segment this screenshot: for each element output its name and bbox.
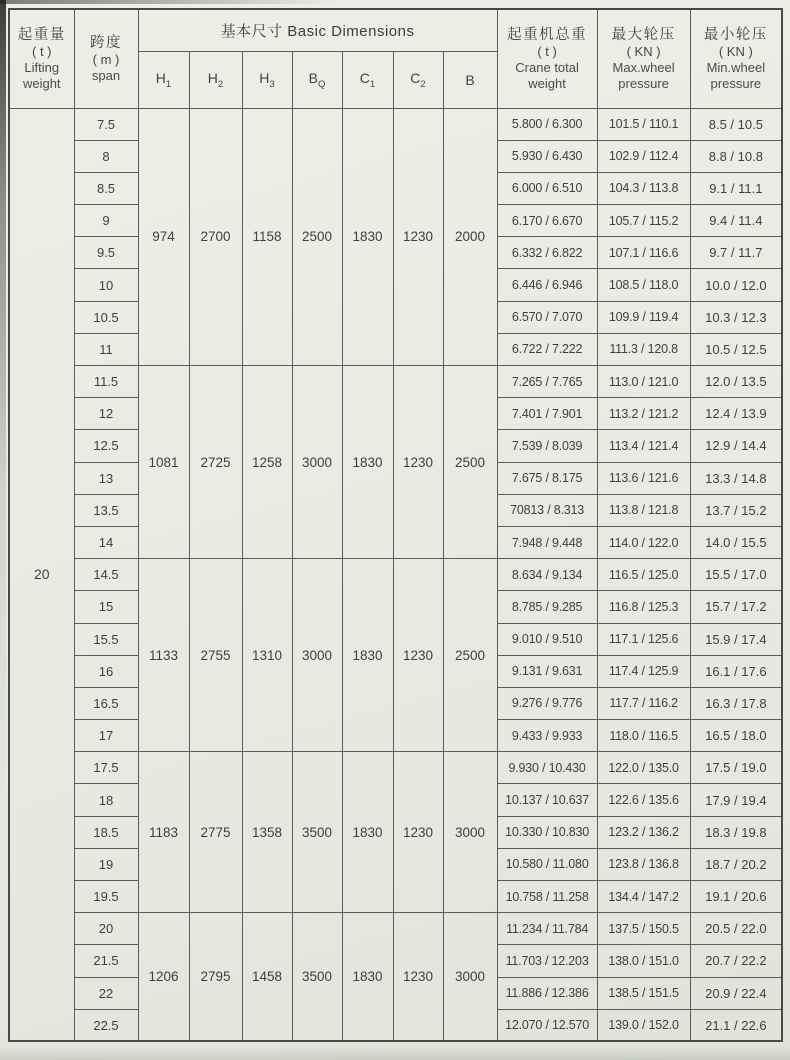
crane-weight-cell: 7.948 / 9.448 [497, 526, 597, 558]
dim-value-cell: 3000 [292, 366, 342, 559]
crane-weight-cell: 6.570 / 7.070 [497, 301, 597, 333]
crane-weight-cell: 11.703 / 12.203 [497, 945, 597, 977]
dim-value-cell: 1230 [393, 559, 443, 752]
span-cell: 13.5 [74, 494, 138, 526]
header-min-wheel-unit: ( KN ) [718, 43, 753, 59]
header-crane-total-en2: weight [528, 75, 566, 91]
dim-value-cell: 1830 [342, 366, 393, 559]
crane-weight-cell: 7.265 / 7.765 [497, 366, 597, 398]
dim-value-cell: 1830 [342, 913, 393, 1042]
dim-value-cell: 1830 [342, 752, 393, 913]
header-span [74, 9, 138, 108]
scan-shadow-top [0, 0, 340, 4]
dim-value-cell: 1230 [393, 752, 443, 913]
header-span-unit: ( m ) [92, 51, 120, 67]
crane-weight-cell: 7.401 / 7.901 [497, 398, 597, 430]
crane-weight-cell: 6.446 / 6.946 [497, 269, 597, 301]
min-wheel-cell: 20.7 / 22.2 [690, 945, 782, 977]
dim-value-cell: 2700 [189, 108, 242, 366]
dim-value-cell: 2500 [292, 108, 342, 366]
dim-value-cell: 2775 [189, 752, 242, 913]
span-cell: 21.5 [74, 945, 138, 977]
min-wheel-cell: 10.0 / 12.0 [690, 269, 782, 301]
min-wheel-cell: 9.4 / 11.4 [690, 205, 782, 237]
max-wheel-cell: 134.4 / 147.2 [597, 881, 690, 913]
min-wheel-cell: 14.0 / 15.5 [690, 526, 782, 558]
min-wheel-cell: 8.8 / 10.8 [690, 140, 782, 172]
dim-value-cell: 1158 [242, 108, 292, 366]
max-wheel-cell: 111.3 / 120.8 [597, 333, 690, 365]
dim-value-cell: 3000 [443, 752, 497, 913]
min-wheel-cell: 18.3 / 19.8 [690, 816, 782, 848]
max-wheel-cell: 138.0 / 151.0 [597, 945, 690, 977]
max-wheel-cell: 117.1 / 125.6 [597, 623, 690, 655]
min-wheel-cell: 9.1 / 11.1 [690, 172, 782, 204]
max-wheel-cell: 138.5 / 151.5 [597, 977, 690, 1009]
crane-weight-cell: 6.722 / 7.222 [497, 333, 597, 365]
dim-value-cell: 3500 [292, 752, 342, 913]
span-cell: 17.5 [74, 752, 138, 784]
max-wheel-cell: 123.8 / 136.8 [597, 848, 690, 880]
min-wheel-cell: 12.4 / 13.9 [690, 398, 782, 430]
min-wheel-cell: 12.9 / 14.4 [690, 430, 782, 462]
max-wheel-cell: 113.4 / 121.4 [597, 430, 690, 462]
crane-weight-cell: 6.000 / 6.510 [497, 172, 597, 204]
table-row [9, 108, 782, 140]
scan-shadow-bottom [0, 1046, 790, 1060]
dim-value-cell: 974 [138, 108, 189, 366]
span-cell: 20 [74, 913, 138, 945]
crane-weight-cell: 6.332 / 6.822 [497, 237, 597, 269]
span-cell: 12.5 [74, 430, 138, 462]
min-wheel-cell: 8.5 / 10.5 [690, 108, 782, 140]
dim-value-cell: 2500 [443, 366, 497, 559]
span-cell: 18.5 [74, 816, 138, 848]
header-max-wheel-unit: ( KN ) [626, 43, 661, 59]
span-cell: 10 [74, 269, 138, 301]
min-wheel-cell: 10.5 / 12.5 [690, 333, 782, 365]
span-cell: 11 [74, 333, 138, 365]
min-wheel-cell: 16.1 / 17.6 [690, 655, 782, 687]
dim-value-cell: 2755 [189, 559, 242, 752]
min-wheel-cell: 20.9 / 22.4 [690, 977, 782, 1009]
crane-weight-cell: 10.758 / 11.258 [497, 881, 597, 913]
span-cell: 7.5 [74, 108, 138, 140]
header-max-wheel-zh: 最大轮压 [611, 26, 676, 43]
min-wheel-cell: 12.0 / 13.5 [690, 366, 782, 398]
dim-value-cell: 1230 [393, 913, 443, 1042]
header-lifting-weight-en1: Lifting [24, 59, 60, 75]
span-cell: 10.5 [74, 301, 138, 333]
header-dim-H1: $H_1$ [138, 51, 189, 108]
span-cell: 8 [74, 140, 138, 172]
max-wheel-cell: 113.0 / 121.0 [597, 366, 690, 398]
crane-weight-cell: 7.675 / 8.175 [497, 462, 597, 494]
crane-weight-cell: 11.886 / 12.386 [497, 977, 597, 1009]
max-wheel-cell: 122.0 / 135.0 [597, 752, 690, 784]
header-min-wheel-en1: Min.wheel [706, 59, 766, 75]
scan-shadow-left [0, 0, 6, 820]
span-cell: 8.5 [74, 172, 138, 204]
crane-weight-cell: 10.580 / 11.080 [497, 848, 597, 880]
crane-weight-cell: 9.010 / 9.510 [497, 623, 597, 655]
max-wheel-cell: 114.0 / 122.0 [597, 526, 690, 558]
crane-weight-cell: 9.930 / 10.430 [497, 752, 597, 784]
header-crane-total-zh: 起重机总重 [507, 26, 588, 43]
header-lifting-weight [9, 9, 74, 108]
header-dim-H2: $H_2$ [189, 51, 242, 108]
header-dim-C1: $C_1$ [342, 51, 393, 108]
span-cell: 14 [74, 526, 138, 558]
crane-weight-cell: 5.930 / 6.430 [497, 140, 597, 172]
table-row [9, 366, 782, 398]
dim-value-cell: 3000 [292, 559, 342, 752]
min-wheel-cell: 18.7 / 20.2 [690, 848, 782, 880]
min-wheel-cell: 9.7 / 11.7 [690, 237, 782, 269]
table-row [9, 752, 782, 784]
span-cell: 17 [74, 720, 138, 752]
dim-value-cell: 1358 [242, 752, 292, 913]
header-max-wheel-pressure [597, 9, 690, 108]
dim-value-cell: 1081 [138, 366, 189, 559]
header-dim-H3: $H_3$ [242, 51, 292, 108]
dim-value-cell: 2500 [443, 559, 497, 752]
dim-value-cell: 3500 [292, 913, 342, 1042]
max-wheel-cell: 107.1 / 116.6 [597, 237, 690, 269]
max-wheel-cell: 113.6 / 121.6 [597, 462, 690, 494]
header-dim-BQ: $B_Q$ [292, 51, 342, 108]
crane-weight-cell: 6.170 / 6.670 [497, 205, 597, 237]
table-row [9, 559, 782, 591]
crane-weight-cell: 9.276 / 9.776 [497, 687, 597, 719]
dim-value-cell: 1258 [242, 366, 292, 559]
header-span-zh: 跨度 [90, 34, 122, 51]
span-cell: 9.5 [74, 237, 138, 269]
header-max-wheel-en1: Max.wheel [612, 59, 675, 75]
crane-weight-cell: 10.330 / 10.830 [497, 816, 597, 848]
max-wheel-cell: 137.5 / 150.5 [597, 913, 690, 945]
dim-value-cell: 3000 [443, 913, 497, 1042]
header-crane-total-unit: ( t ) [537, 43, 557, 59]
max-wheel-cell: 123.2 / 136.2 [597, 816, 690, 848]
header-max-wheel-en2: pressure [618, 75, 669, 91]
dim-value-cell: 1230 [393, 366, 443, 559]
min-wheel-cell: 16.3 / 17.8 [690, 687, 782, 719]
span-cell: 12 [74, 398, 138, 430]
dim-value-cell: 2795 [189, 913, 242, 1042]
max-wheel-cell: 105.7 / 115.2 [597, 205, 690, 237]
min-wheel-cell: 13.7 / 15.2 [690, 494, 782, 526]
crane-weight-cell: 8.634 / 9.134 [497, 559, 597, 591]
max-wheel-cell: 116.5 / 125.0 [597, 559, 690, 591]
min-wheel-cell: 21.1 / 22.6 [690, 1009, 782, 1041]
crane-weight-cell: 8.785 / 9.285 [497, 591, 597, 623]
dim-value-cell: 1830 [342, 559, 393, 752]
max-wheel-cell: 109.9 / 119.4 [597, 301, 690, 333]
crane-weight-cell: 9.131 / 9.631 [497, 655, 597, 687]
span-cell: 13 [74, 462, 138, 494]
dim-value-cell: 1183 [138, 752, 189, 913]
crane-spec-table [8, 8, 783, 1042]
header-lifting-weight-zh: 起重量 [17, 26, 66, 43]
header-crane-total-en1: Crane total [515, 59, 579, 75]
crane-weight-cell: 9.433 / 9.933 [497, 720, 597, 752]
header-span-en: span [91, 67, 121, 83]
span-cell: 19 [74, 848, 138, 880]
dim-value-cell: 1830 [342, 108, 393, 366]
max-wheel-cell: 104.3 / 113.8 [597, 172, 690, 204]
header-min-wheel-zh: 最小轮压 [703, 26, 768, 43]
span-cell: 22 [74, 977, 138, 1009]
max-wheel-cell: 113.8 / 121.8 [597, 494, 690, 526]
min-wheel-cell: 10.3 / 12.3 [690, 301, 782, 333]
max-wheel-cell: 118.0 / 116.5 [597, 720, 690, 752]
min-wheel-cell: 19.1 / 20.6 [690, 881, 782, 913]
span-cell: 16 [74, 655, 138, 687]
dim-value-cell: 1230 [393, 108, 443, 366]
min-wheel-cell: 17.9 / 19.4 [690, 784, 782, 816]
dim-value-cell: 1133 [138, 559, 189, 752]
dim-value-cell: 1458 [242, 913, 292, 1042]
crane-weight-cell: 7.539 / 8.039 [497, 430, 597, 462]
header-crane-total-weight [497, 9, 597, 108]
min-wheel-cell: 20.5 / 22.0 [690, 913, 782, 945]
max-wheel-cell: 122.6 / 135.6 [597, 784, 690, 816]
max-wheel-cell: 108.5 / 118.0 [597, 269, 690, 301]
header-dim-C2: $C_2$ [393, 51, 443, 108]
header-lifting-weight-en2: weight [22, 75, 61, 91]
header-min-wheel-pressure [690, 9, 782, 108]
crane-weight-cell: 12.070 / 12.570 [497, 1009, 597, 1041]
header-dim-B: B [443, 51, 497, 108]
crane-weight-cell: 11.234 / 11.784 [497, 913, 597, 945]
max-wheel-cell: 139.0 / 152.0 [597, 1009, 690, 1041]
dim-value-cell: 2725 [189, 366, 242, 559]
min-wheel-cell: 15.5 / 17.0 [690, 559, 782, 591]
crane-weight-cell: 70813 / 8.313 [497, 494, 597, 526]
max-wheel-cell: 101.5 / 110.1 [597, 108, 690, 140]
span-cell: 22.5 [74, 1009, 138, 1041]
min-wheel-cell: 15.9 / 17.4 [690, 623, 782, 655]
crane-weight-cell: 5.800 / 6.300 [497, 108, 597, 140]
lifting-weight-value: 20 [9, 108, 74, 1041]
span-cell: 11.5 [74, 366, 138, 398]
span-cell: 15 [74, 591, 138, 623]
min-wheel-cell: 15.7 / 17.2 [690, 591, 782, 623]
min-wheel-cell: 17.5 / 19.0 [690, 752, 782, 784]
dim-value-cell: 1310 [242, 559, 292, 752]
header-lifting-weight-unit: ( t ) [32, 43, 52, 59]
span-cell: 19.5 [74, 881, 138, 913]
dim-value-cell: 1206 [138, 913, 189, 1042]
max-wheel-cell: 102.9 / 112.4 [597, 140, 690, 172]
table-row [9, 913, 782, 945]
span-cell: 18 [74, 784, 138, 816]
span-cell: 14.5 [74, 559, 138, 591]
dim-value-cell: 2000 [443, 108, 497, 366]
span-cell: 15.5 [74, 623, 138, 655]
max-wheel-cell: 113.2 / 121.2 [597, 398, 690, 430]
header-min-wheel-en2: pressure [710, 75, 762, 91]
max-wheel-cell: 116.8 / 125.3 [597, 591, 690, 623]
span-cell: 9 [74, 205, 138, 237]
min-wheel-cell: 13.3 / 14.8 [690, 462, 782, 494]
span-cell: 16.5 [74, 687, 138, 719]
crane-weight-cell: 10.137 / 10.637 [497, 784, 597, 816]
max-wheel-cell: 117.7 / 116.2 [597, 687, 690, 719]
max-wheel-cell: 117.4 / 125.9 [597, 655, 690, 687]
header-basic-dimensions: 基本尺寸 Basic Dimensions [138, 9, 497, 51]
min-wheel-cell: 16.5 / 18.0 [690, 720, 782, 752]
